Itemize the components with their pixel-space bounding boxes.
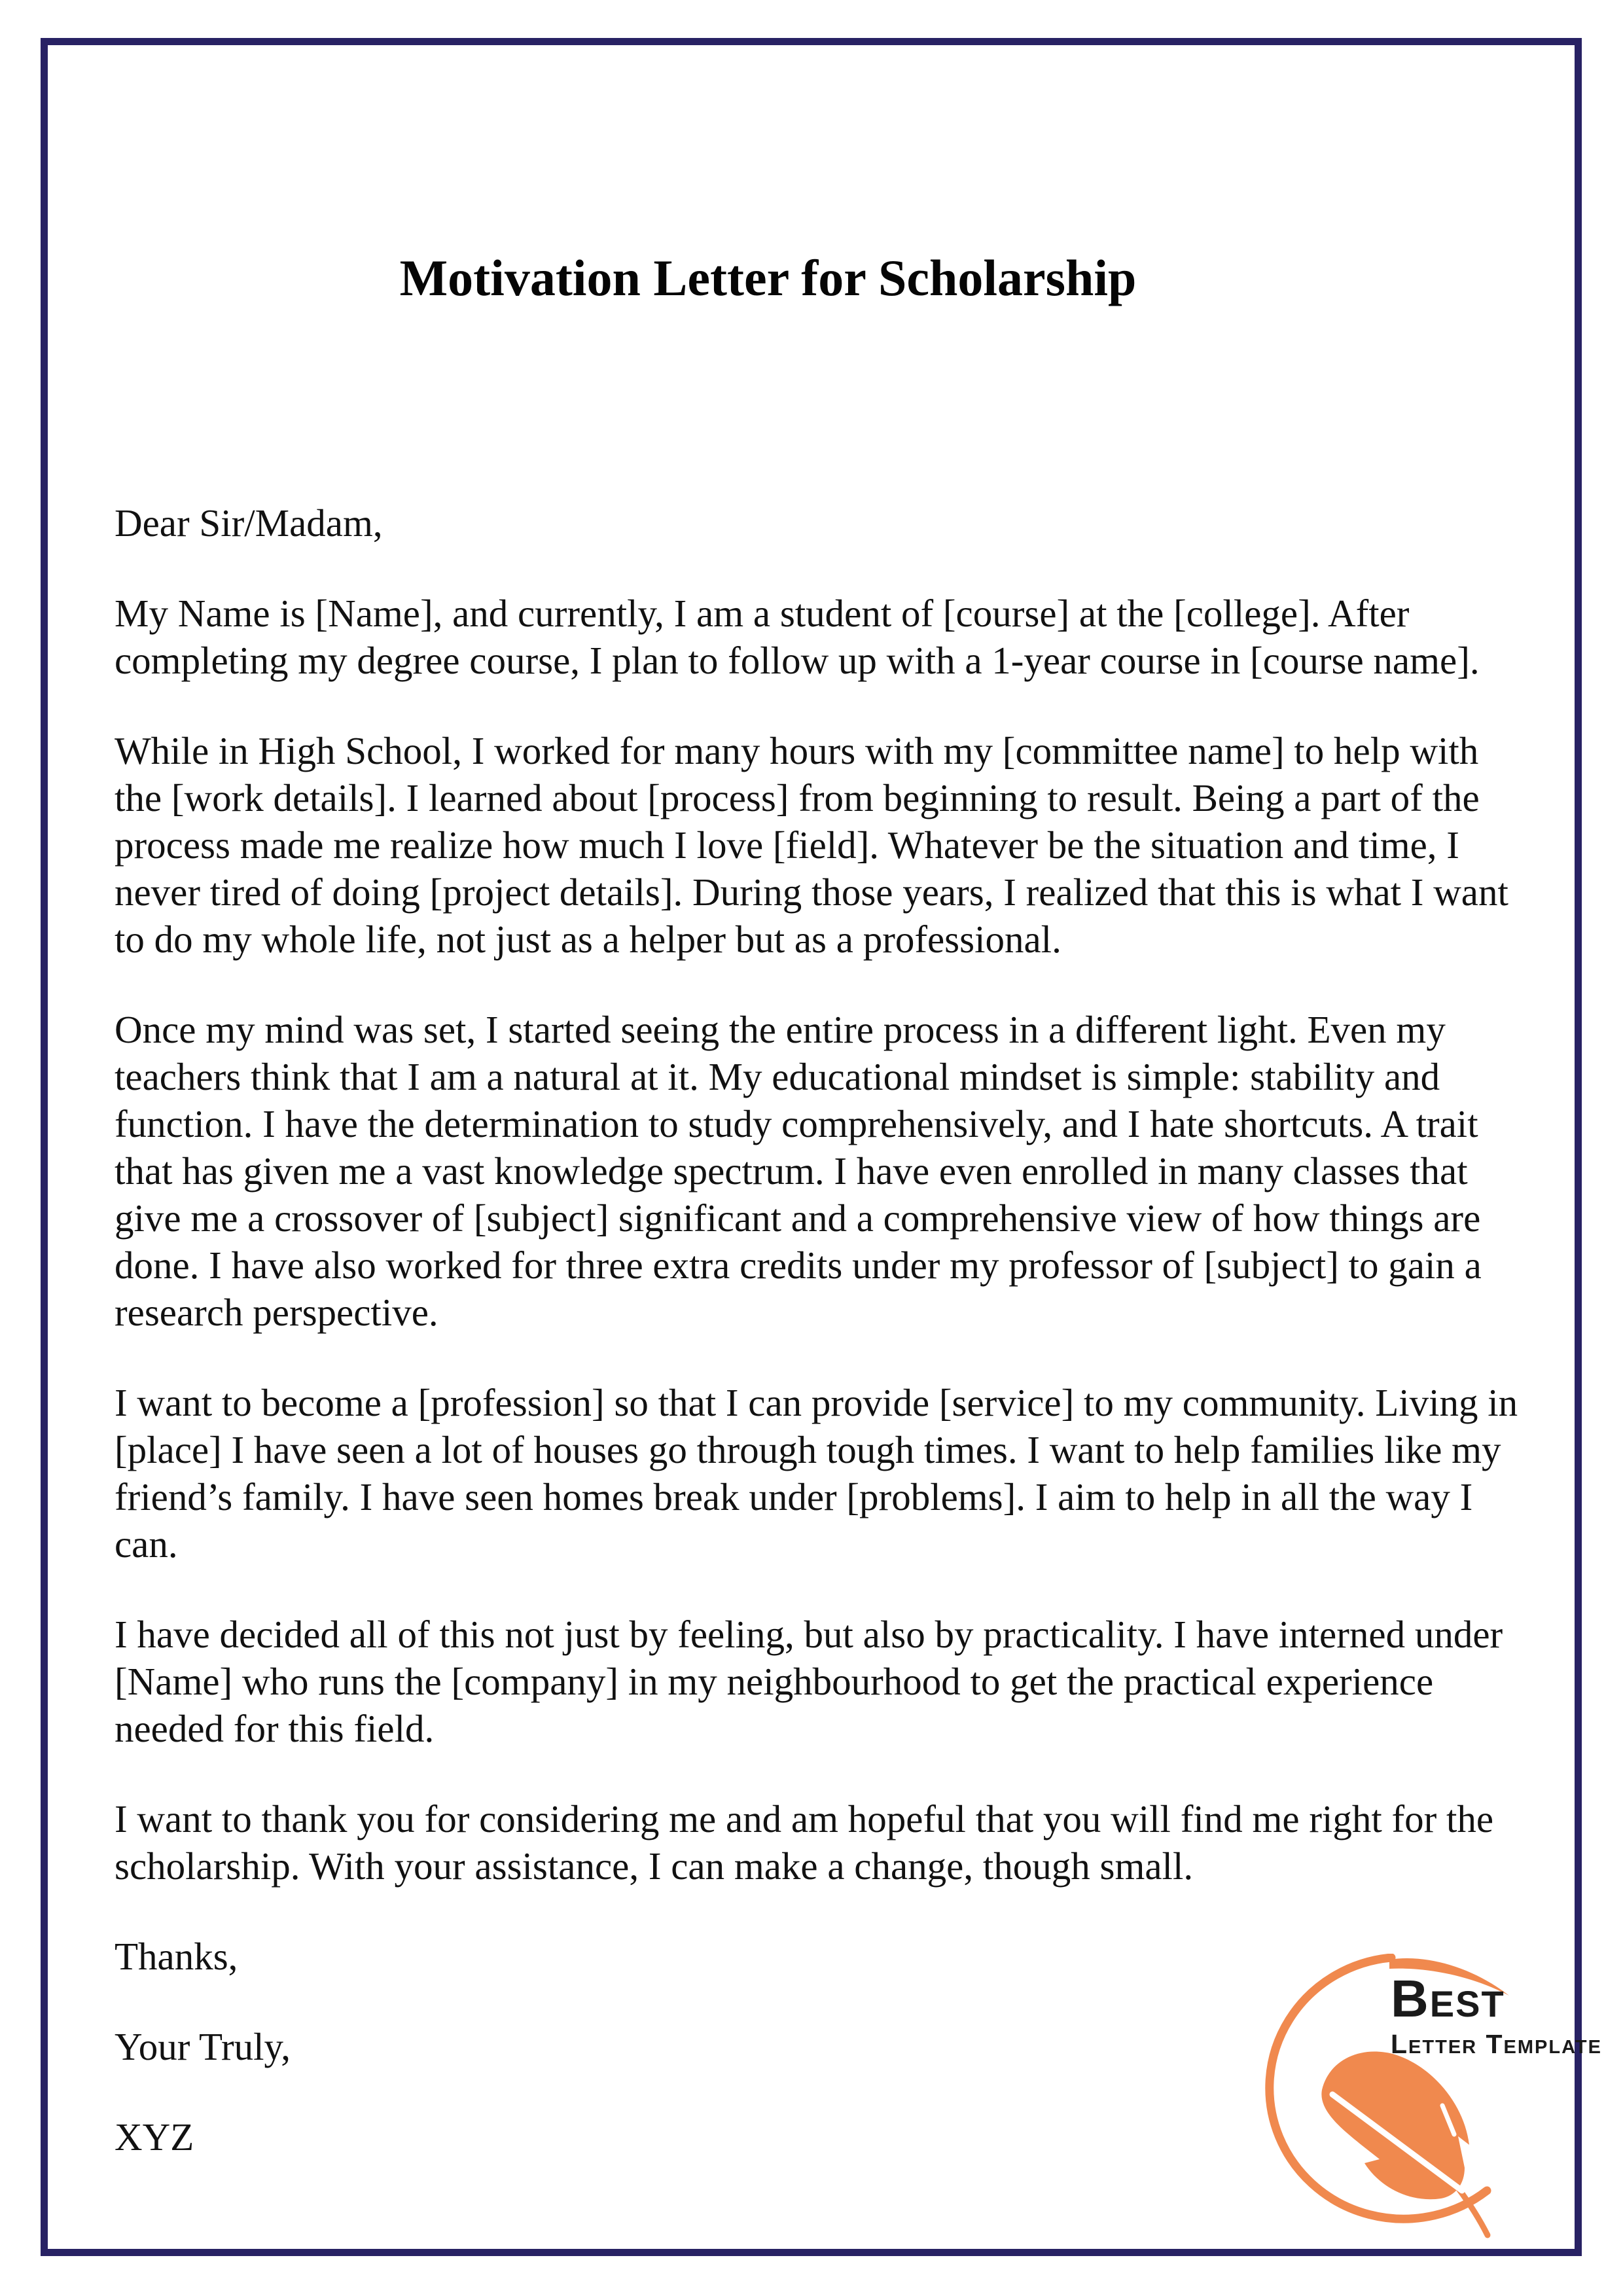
- closing-signature: XYZ: [115, 2115, 194, 2159]
- closing-signoff: Your Truly,: [115, 2025, 291, 2068]
- brand-text: [1391, 1969, 1602, 2059]
- closing-thanks: Thanks,: [115, 1935, 238, 1978]
- salutation: Dear Sir/Madam,: [115, 501, 383, 545]
- brand-tagline: Letter Template: [1391, 2029, 1602, 2059]
- brand-name: Best: [1391, 1969, 1505, 2028]
- paragraph-practicality: I have decided all of this not just by feeling, but also by practicality. I have interned under [Name] who runs the [company] in my neighbourhood to get the practical experience needed for this field.: [115, 1613, 1503, 1750]
- paragraph-intro: My Name is [Name], and currently, I am a student of [course] at the [college]. After completing my degree course, I plan to follow up with a 1-year course in [course name].: [115, 592, 1480, 682]
- paragraph-mindset: Once my mind was set, I started seeing the entire process in a different light. Even my teachers think that I am a natural at it. My educational mindset is simple: stability and function. I have the determination to study comprehensively, and I hate shortcuts. A trait that has given me a vast knowledge spectrum. I have even enrolled in many classes that give me a crossover of [subject] significant and a comprehensive view of how things are done. I have also worked for three extra credits under my professor of [subject] to gain a research perspective.: [115, 1008, 1482, 1334]
- paragraph-thankyou: I want to thank you for considering me and am hopeful that you will find me right for the scholarship. With your assistance, I can make a change, though small.: [115, 1797, 1494, 1888]
- paragraph-goal: I want to become a [profession] so that I can provide [service] to my community. Living in [place] I have seen a lot of houses go through tough times. I want to help families like my friend’s family. I have seen homes break under [problems]. I aim to help in all the way I can.: [115, 1381, 1518, 1566]
- brand-logo: [1257, 1954, 1602, 2261]
- paragraph-highschool: While in High School, I worked for many hours with my [committee name] to help with the [work details]. I learned about [process] from beginning to result. Being a part of the process made me realize how much I love [field]. Whatever be the situation and time, I never tired of doing [project details]. During those years, I realized that this is what I want to do my whole life, not just as a helper but as a professional.: [115, 729, 1508, 961]
- page-title: Motivation Letter for Scholarship: [399, 249, 1137, 306]
- letter-content: [48, 45, 1575, 2244]
